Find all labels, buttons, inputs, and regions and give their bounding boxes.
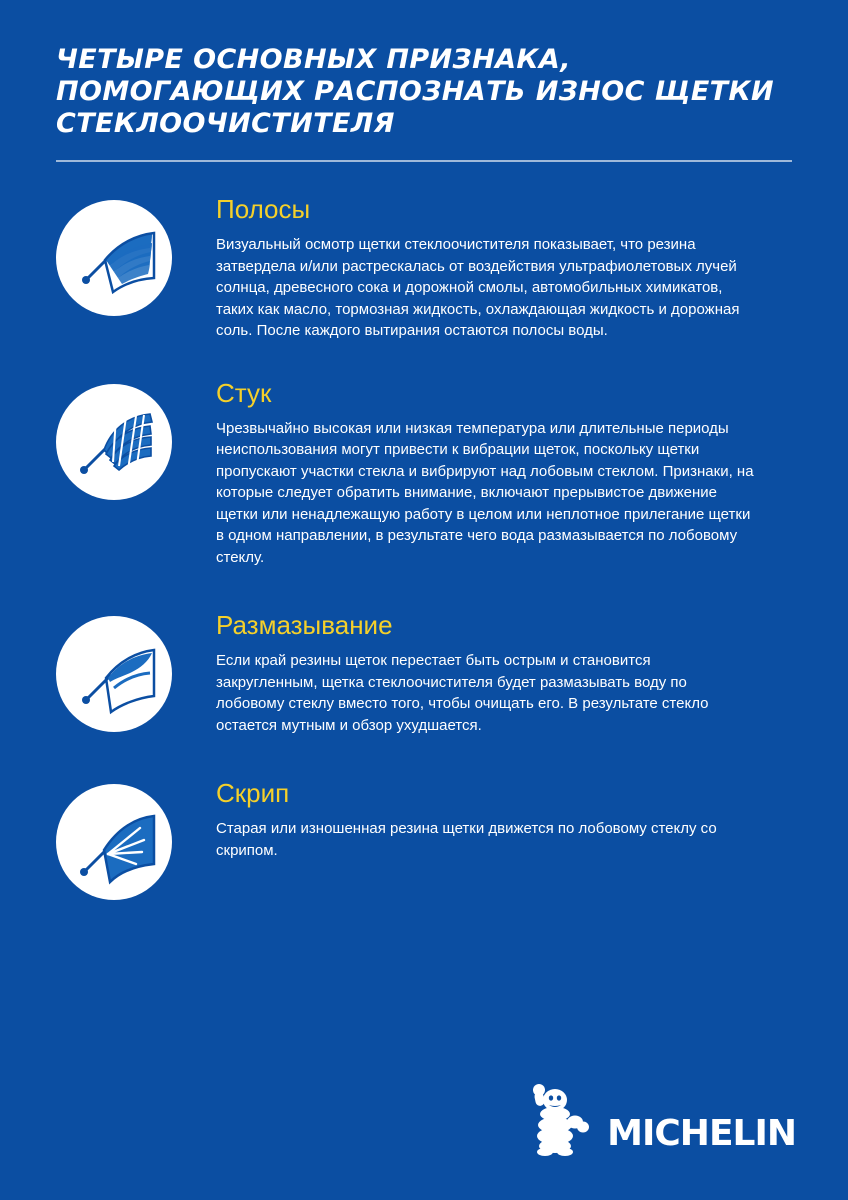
section-text-column bbox=[216, 378, 792, 569]
section-heading: Стук bbox=[216, 377, 272, 408]
wiper-chatter-icon bbox=[56, 384, 172, 500]
footer-logo bbox=[511, 1080, 796, 1156]
section-icon-column bbox=[56, 610, 216, 732]
section-body: Чрезвычайно высокая или низкая температура или длительные периоды неиспользования могут привести к вибрации щеток, поскольку щетки пропускают участки стекла и вибрируют над лобовым стеклом. Признаки, на которые следует обратить внимание, включают прерывистое движение щетки или ненадлежащую работу в целом или неплотное прилегание щетки в одном направлении, в результате чего вода размазывается по лобовому стеклу. bbox=[216, 419, 754, 566]
section-item bbox=[56, 378, 792, 569]
michelin-man-icon bbox=[511, 1080, 597, 1156]
section-heading: Полосы bbox=[216, 194, 311, 224]
section-text-column bbox=[216, 194, 792, 342]
section-text-column bbox=[216, 610, 792, 736]
section-item bbox=[56, 778, 792, 900]
wiper-squeak-icon bbox=[56, 784, 172, 900]
wiper-streaks-icon bbox=[56, 200, 172, 316]
section-body: Если край резины щеток перестает быть острым и становится закругленным, щетка стеклоочистителя будет размазывать воду по лобовому стеклу вместо того, чтобы очищать его. В результате стекло остается мутным и обзор ухудшается. bbox=[216, 652, 709, 734]
page-title: ЧЕТЫРЕ ОСНОВНЫХ ПРИЗНАКА, ПОМОГАЮЩИХ РАСПОЗНАТЬ ИЗНОС ЩЕТКИ СТЕКЛООЧИСТИТЕЛЯ bbox=[56, 44, 774, 139]
brand-wordmark: MICHELIN bbox=[607, 1113, 796, 1154]
section-item bbox=[56, 610, 792, 736]
section-body: Старая или изношенная резина щетки движется по лобовому стеклу со скрипом. bbox=[216, 820, 717, 859]
sections-list bbox=[0, 162, 848, 900]
section-item bbox=[56, 194, 792, 342]
section-heading: Скрип bbox=[216, 778, 290, 808]
section-icon-column bbox=[56, 194, 216, 316]
header bbox=[0, 0, 848, 162]
section-heading: Размазывание bbox=[216, 610, 393, 640]
wiper-smearing-icon bbox=[56, 616, 172, 732]
section-icon-column bbox=[56, 378, 216, 500]
section-body: Визуальный осмотр щетки стеклоочистителя показывает, что резина затвердела и/или растрескалась от воздействия ультрафиолетовых лучей солнца, древесного сока и дорожной смолы, автомобильных химикатов, таких как масло, тормозная жидкость, охлаждающая жидкость и дорожная соль. После каждого вытирания остаются полосы воды. bbox=[216, 236, 740, 339]
section-text-column bbox=[216, 778, 792, 861]
section-icon-column bbox=[56, 778, 216, 900]
